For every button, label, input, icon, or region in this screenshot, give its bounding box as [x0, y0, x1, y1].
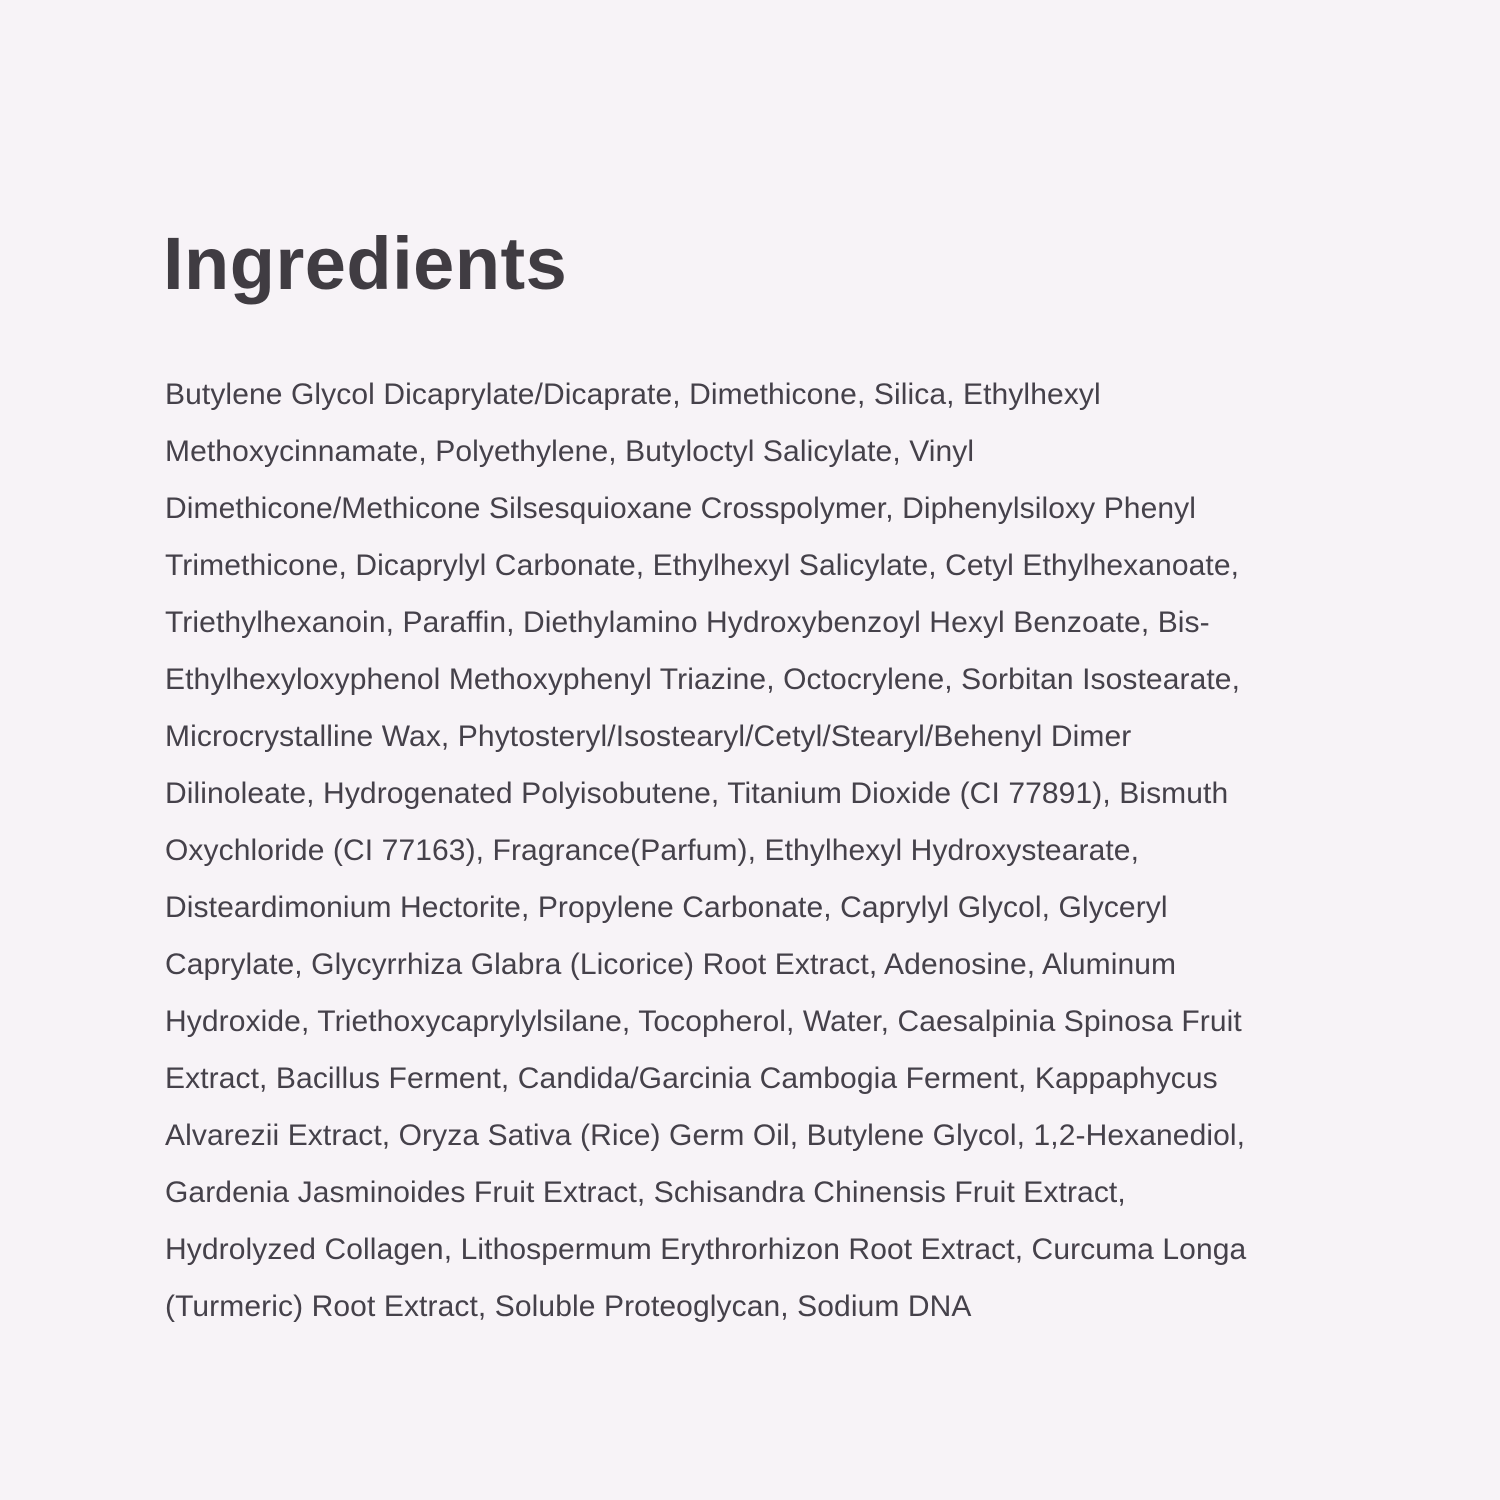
ingredients-line: Ethylhexyloxyphenol Methoxyphenyl Triazine, Octocrylene, Sorbitan Isostearate,	[165, 663, 1241, 696]
ingredients-line: Gardenia Jasminoides Fruit Extract, Schisandra Chinensis Fruit Extract,	[165, 1176, 1126, 1209]
ingredients-text	[165, 366, 1365, 1335]
ingredients-line: Oxychloride (CI 77163), Fragrance(Parfum), Ethylhexyl Hydroxystearate,	[165, 834, 1140, 867]
ingredients-line: (Turmeric) Root Extract, Soluble Proteoglycan, Sodium DNA	[165, 1290, 972, 1323]
ingredients-line: Hydroxide, Triethoxycaprylylsilane, Tocopherol, Water, Caesalpinia Spinosa Fruit	[165, 1005, 1242, 1038]
page-title: Ingredients	[163, 222, 568, 305]
ingredients-line: Dilinoleate, Hydrogenated Polyisobutene, Titanium Dioxide (CI 77891), Bismuth	[165, 777, 1229, 810]
ingredients-line: Trimethicone, Dicaprylyl Carbonate, Ethylhexyl Salicylate, Cetyl Ethylhexanoate,	[165, 549, 1240, 582]
ingredients-line: Butylene Glycol Dicaprylate/Dicaprate, Dimethicone, Silica, Ethylhexyl	[165, 378, 1101, 411]
ingredients-line: Dimethicone/Methicone Silsesquioxane Crosspolymer, Diphenylsiloxy Phenyl	[165, 492, 1197, 525]
ingredients-line: Methoxycinnamate, Polyethylene, Butyloctyl Salicylate, Vinyl	[165, 435, 975, 468]
ingredients-line: Caprylate, Glycyrrhiza Glabra (Licorice) Root Extract, Adenosine, Aluminum	[165, 948, 1177, 981]
ingredients-line: Alvarezii Extract, Oryza Sativa (Rice) Germ Oil, Butylene Glycol, 1,2-Hexanediol,	[165, 1119, 1246, 1152]
ingredients-line: Disteardimonium Hectorite, Propylene Carbonate, Caprylyl Glycol, Glyceryl	[165, 891, 1168, 924]
ingredients-line: Microcrystalline Wax, Phytosteryl/Isostearyl/Cetyl/Stearyl/Behenyl Dimer	[165, 720, 1132, 753]
ingredients-line: Triethylhexanoin, Paraffin, Diethylamino Hydroxybenzoyl Hexyl Benzoate, Bis-	[165, 606, 1210, 639]
ingredients-line: Extract, Bacillus Ferment, Candida/Garcinia Cambogia Ferment, Kappaphycus	[165, 1062, 1218, 1095]
ingredients-line: Hydrolyzed Collagen, Lithospermum Erythrorhizon Root Extract, Curcuma Longa	[165, 1233, 1247, 1266]
